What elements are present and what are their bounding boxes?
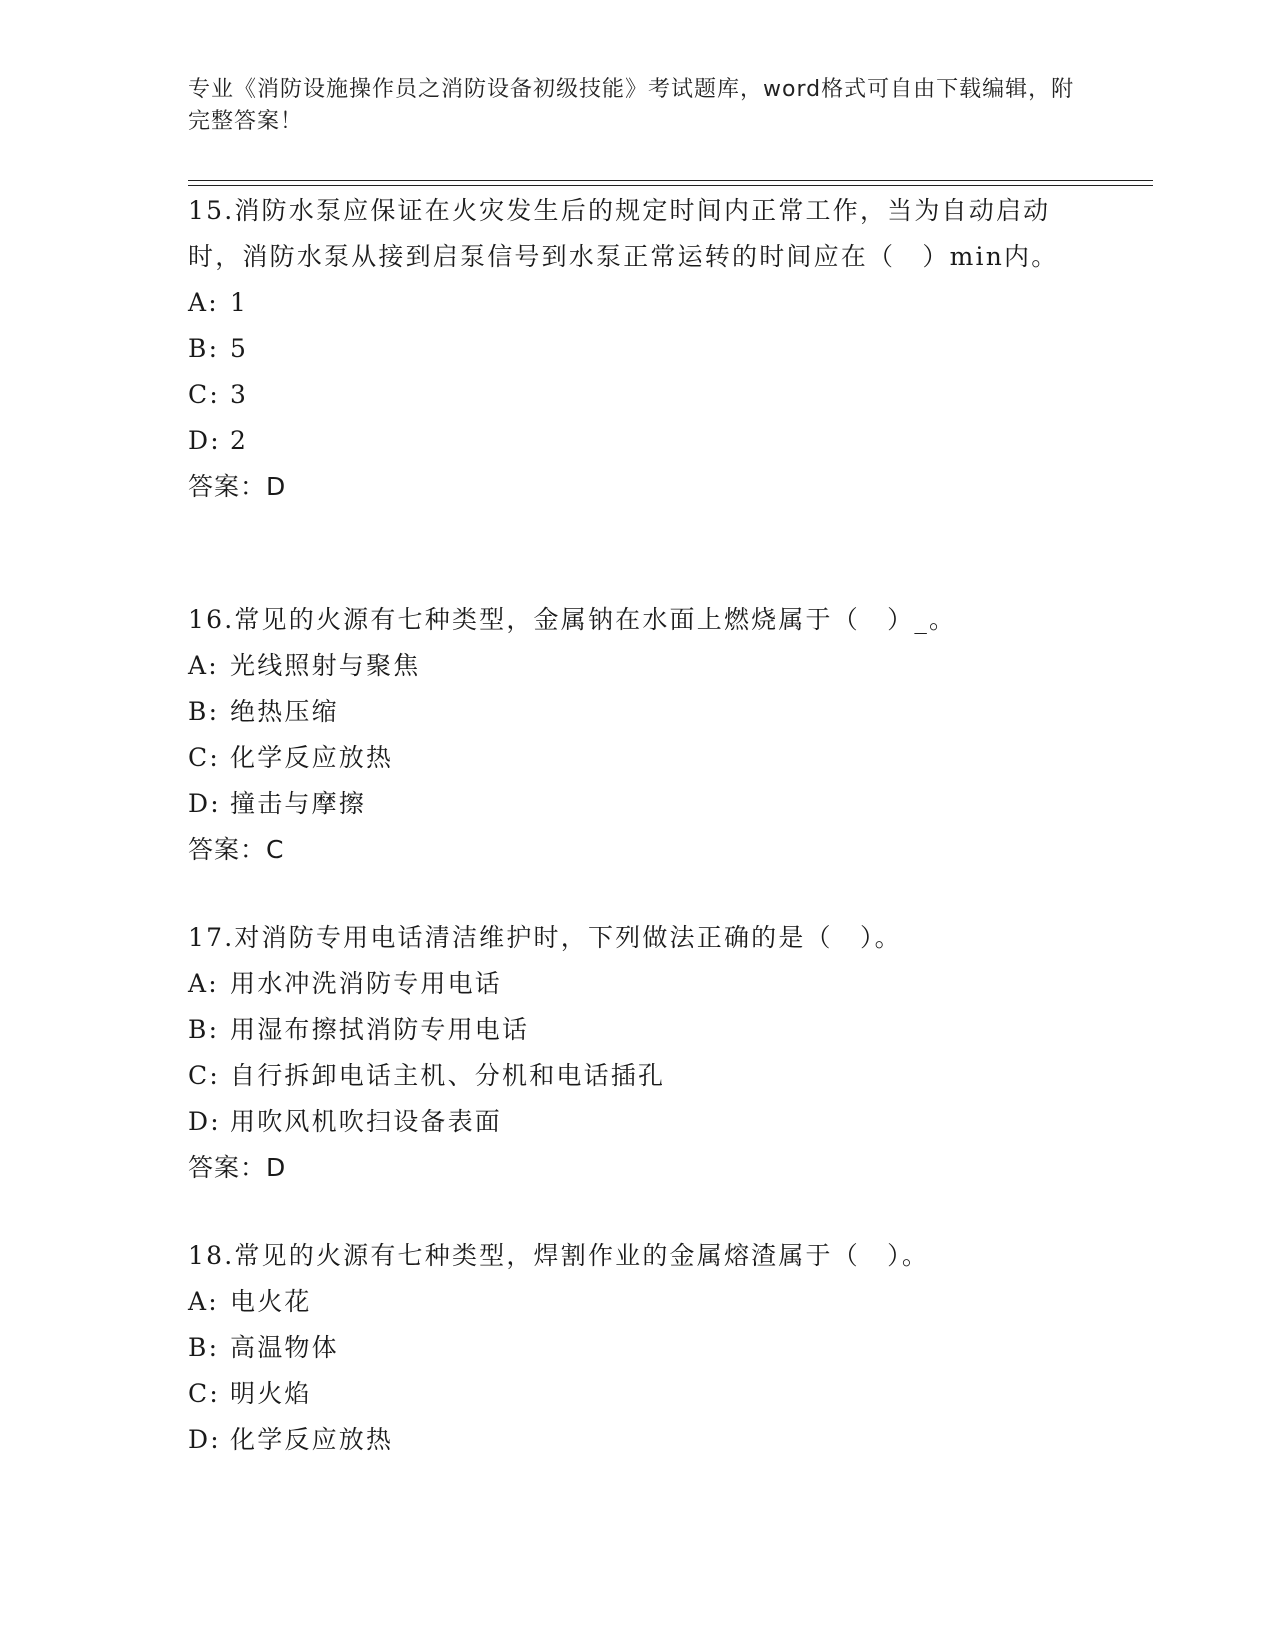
- question-stem: 17.对消防专用电话清洁维护时，下列做法正确的是（ ）。: [188, 923, 902, 952]
- option-b: [188, 326, 1088, 372]
- option-text: 高温物体: [230, 1333, 339, 1362]
- option-d: [188, 1099, 1088, 1145]
- option-key: A:: [188, 288, 219, 317]
- option-d: [188, 418, 1088, 464]
- option-key: B:: [188, 1015, 220, 1044]
- header-divider-top: [188, 180, 1153, 181]
- header-divider-bottom: [188, 185, 1153, 186]
- option-a: [188, 961, 1088, 1007]
- option-key: D:: [188, 1425, 221, 1454]
- question-stem: 16.常见的火源有七种类型，金属钠在水面上燃烧属于（ ）_。: [188, 605, 957, 634]
- document-header: 专业《消防设施操作员之消防设备初级技能》考试题库，word格式可自由下载编辑，附完整答案！: [188, 77, 1075, 134]
- option-text: 用吹风机吹扫设备表面: [230, 1107, 503, 1136]
- option-d: [188, 781, 1088, 827]
- option-text: 化学反应放热: [230, 743, 394, 772]
- option-b: [188, 1007, 1088, 1053]
- option-c: [188, 735, 1088, 781]
- option-key: B:: [188, 334, 220, 363]
- option-key: C:: [188, 1061, 220, 1090]
- answer-line: 答案：C: [188, 835, 285, 864]
- option-key: B:: [188, 1333, 220, 1362]
- option-key: A:: [188, 969, 219, 998]
- option-text: 1: [230, 288, 249, 317]
- option-text: 化学反应放热: [230, 1425, 394, 1454]
- question-stem: 18.常见的火源有七种类型，焊割作业的金属熔渣属于（ ）。: [188, 1241, 930, 1270]
- option-key: C:: [188, 743, 220, 772]
- option-a: [188, 280, 1088, 326]
- option-text: 3: [230, 380, 249, 409]
- option-key: C:: [188, 1379, 220, 1408]
- option-text: 光线照射与聚焦: [230, 651, 421, 680]
- question-16: [188, 597, 1088, 873]
- option-key: D:: [188, 426, 221, 455]
- question-17: [188, 915, 1088, 1191]
- option-c: [188, 1053, 1088, 1099]
- question-18: [188, 1233, 1088, 1463]
- option-text: 自行拆卸电话主机、分机和电话插孔: [230, 1061, 666, 1090]
- question-stem: 15.消防水泵应保证在火灾发生后的规定时间内正常工作，当为自动启动时，消防水泵从接到启泵信号到水泵正常运转的时间应在（ ）min内。: [188, 196, 1059, 271]
- option-text: 5: [230, 334, 249, 363]
- option-b: [188, 689, 1088, 735]
- option-text: 撞击与摩擦: [230, 789, 367, 818]
- option-key: A:: [188, 1287, 219, 1316]
- option-text: 用水冲洗消防专用电话: [230, 969, 503, 998]
- option-key: A:: [188, 651, 219, 680]
- option-d: [188, 1417, 1088, 1463]
- option-key: D:: [188, 789, 221, 818]
- option-text: 明火焰: [230, 1379, 312, 1408]
- option-a: [188, 643, 1088, 689]
- option-text: 电火花: [230, 1287, 312, 1316]
- option-a: [188, 1279, 1088, 1325]
- option-text: 绝热压缩: [230, 697, 339, 726]
- option-c: [188, 1371, 1088, 1417]
- option-text: 用湿布擦拭消防专用电话: [230, 1015, 530, 1044]
- option-c: [188, 372, 1088, 418]
- question-15: [188, 188, 1088, 510]
- answer-line: 答案：D: [188, 1153, 287, 1182]
- option-key: B:: [188, 697, 220, 726]
- answer-line: 答案：D: [188, 472, 287, 501]
- option-text: 2: [230, 426, 249, 455]
- option-b: [188, 1325, 1088, 1371]
- option-key: D:: [188, 1107, 221, 1136]
- option-key: C:: [188, 380, 220, 409]
